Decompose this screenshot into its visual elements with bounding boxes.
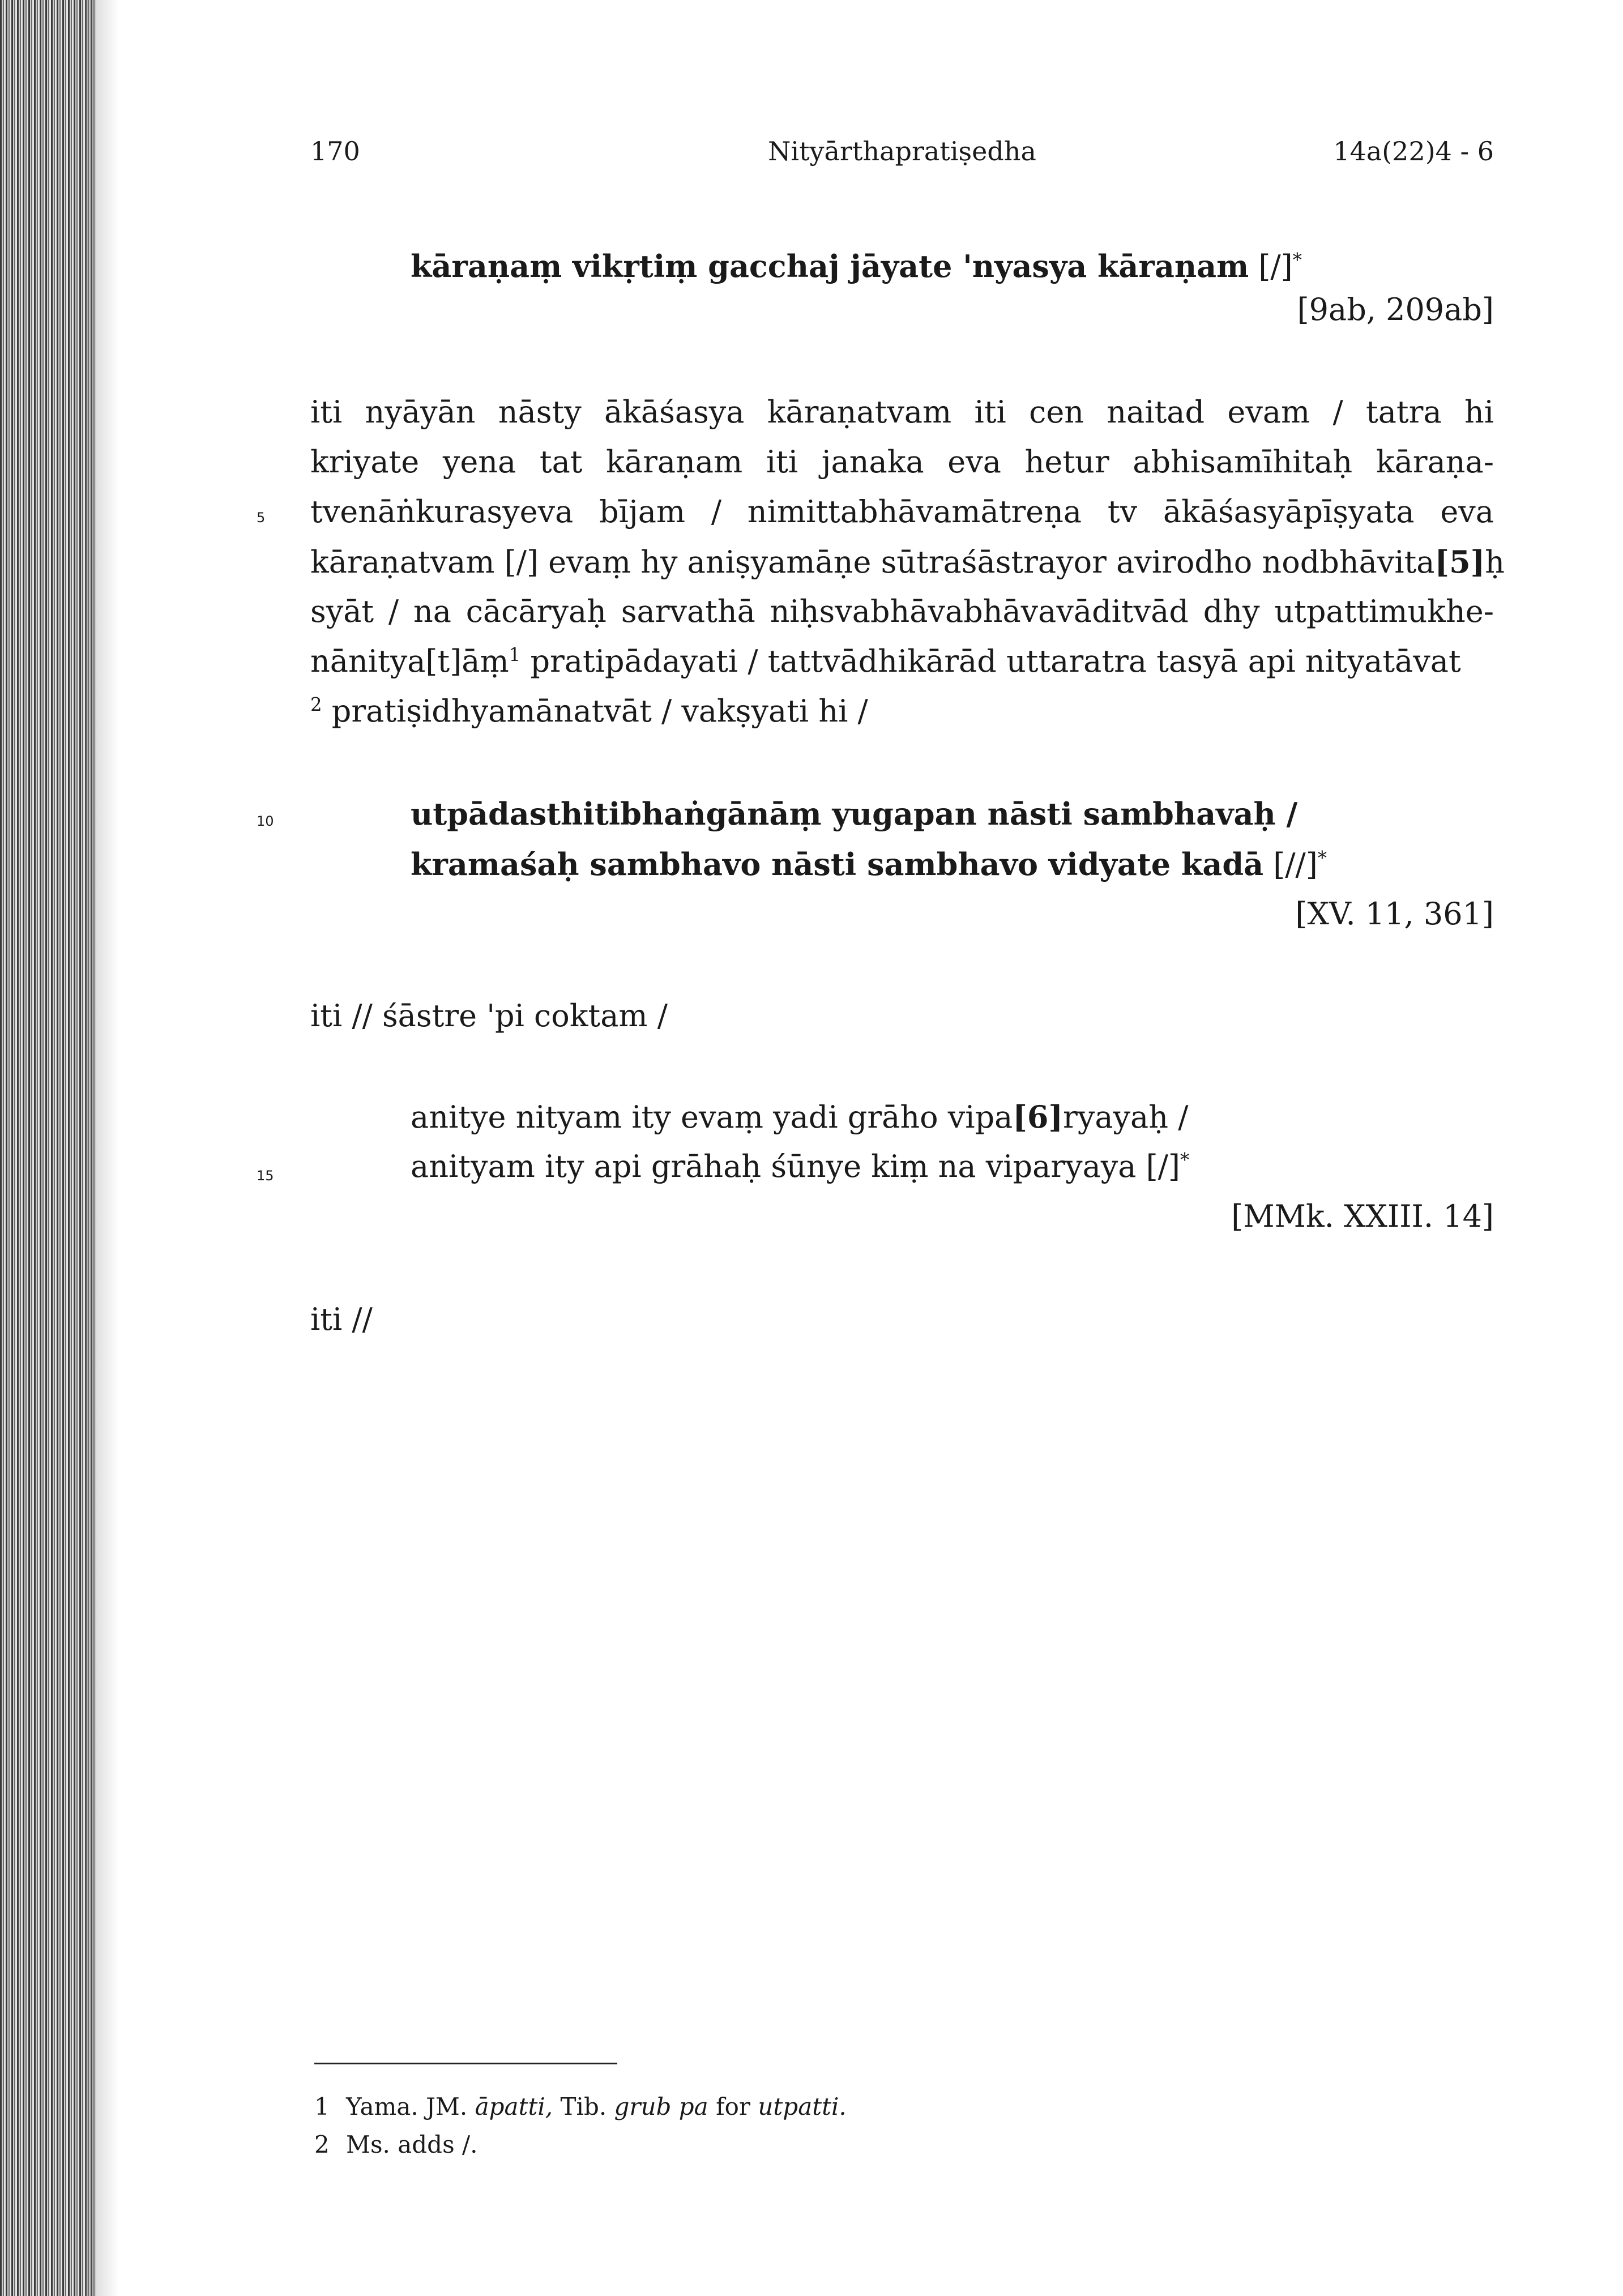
- verse-2-citation: [XV. 11, 361]: [1295, 896, 1494, 932]
- line-number-5: 5: [257, 510, 266, 526]
- manuscript-reference: 14a(22)4 - 6: [1333, 136, 1494, 167]
- page-edge-shadow: [85, 0, 119, 2296]
- footnote-ref-1[interactable]: 1: [509, 644, 521, 665]
- book-page-edge: [0, 0, 96, 2296]
- paragraph-1-line-3: tvenāṅkurasyeva bījam / nimittabhāvamātreṇa tv ākāśasyāpīṣyata eva: [310, 494, 1494, 530]
- line-number-15: 15: [257, 1168, 274, 1184]
- footnote-1: 1 Yama. JM. āpatti, Tib. grub pa for utpatti.: [314, 2093, 847, 2120]
- paragraph-1-line-6: nānitya[t]āṃ$^1$ pratipādayati / tattvādhikārād uttaratra tasyā api nityatāvat: [310, 643, 1461, 679]
- verse-2-line-2: kramaśaḥ sambhavo nāsti sambhavo vidyate kadā [//]*: [411, 846, 1327, 882]
- verse-3-line-1: anitye nityam ity evaṃ yadi grāho vipa[6]ryayaḥ /: [411, 1099, 1189, 1135]
- paragraph-1-line-4: kāraṇatvam [/] evaṃ hy aniṣyamāṇe sūtraśāstrayor avirodho nodbhāvita[5]ḥ: [310, 544, 1505, 580]
- footnote-rule: [314, 2063, 617, 2064]
- page-number: 170: [310, 136, 360, 167]
- line-number-10: 10: [257, 813, 274, 829]
- running-header: [310, 136, 1494, 170]
- paragraph-1-line-7: $^2$ pratiṣidhyamānatvāt / vakṣyati hi /: [310, 693, 868, 729]
- running-title: Nityārthapratiṣedha: [768, 136, 1036, 167]
- paragraph-2: iti // śāstre 'pi coktam /: [310, 998, 668, 1034]
- paragraph-1-line-5: syāt / na cācāryaḥ sarvathā niḥsvabhāvabhāvavāditvād dhy utpattimukhe-: [310, 594, 1494, 629]
- verse-3-line-2: anityam ity api grāhaḥ śūnye kiṃ na viparyaya [/]*: [411, 1149, 1190, 1184]
- paragraph-3: iti //: [310, 1301, 373, 1337]
- verse-2-line-1: utpādasthitibhaṅgānāṃ yugapan nāsti sambhavaḥ /: [411, 796, 1298, 832]
- footnote-2: 2 Ms. adds /.: [314, 2131, 478, 2158]
- paragraph-1-line-1: iti nyāyān nāsty ākāśasya kāraṇatvam iti cen naitad evam / tatra hi: [310, 394, 1494, 430]
- footnote-ref-2[interactable]: 2: [310, 694, 322, 715]
- verse-3-citation: [MMk. XXIII. 14]: [1231, 1198, 1494, 1234]
- paragraph-1-line-2: kriyate yena tat kāraṇam iti janaka eva hetur abhisamīhitaḥ kāraṇa-: [310, 444, 1494, 480]
- verse-1-line-1: kāraṇaṃ vikṛtiṃ gacchaj jāyate 'nyasya kāraṇam [/]*: [411, 248, 1302, 284]
- verse-1-citation: [9ab, 209ab]: [1297, 292, 1494, 327]
